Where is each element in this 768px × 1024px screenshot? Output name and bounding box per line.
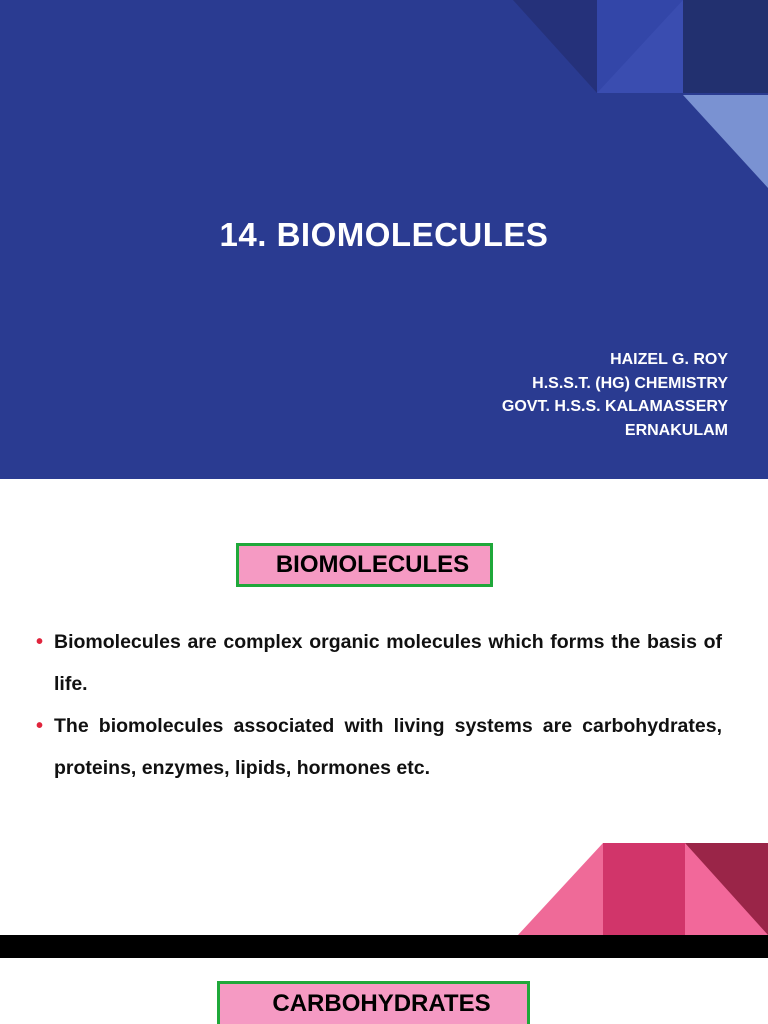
deco-triangle-pink xyxy=(518,843,603,935)
bullet-dot-icon: • xyxy=(36,715,44,737)
slide-decoration xyxy=(0,479,768,935)
title-slide xyxy=(0,0,768,479)
bullet-text: The biomolecules associated with living systems are carbohydrates, proteins, enzymes, lipids, hormones etc. xyxy=(54,715,722,779)
slide-heading: CARBOHYDRATES xyxy=(217,981,530,1024)
biomolecules-slide xyxy=(0,479,768,935)
slide-heading: BIOMOLECULES xyxy=(236,543,493,587)
author-position: H.S.S.T. (HG) CHEMISTRY xyxy=(532,374,728,392)
carbohydrates-slide xyxy=(0,958,768,1024)
presentation-title: 14. BIOMOLECULES xyxy=(219,216,549,253)
bullet-text: Biomolecules are complex organic molecules which forms the basis of life. xyxy=(54,631,722,695)
author-block xyxy=(502,348,728,442)
bullet-dot-icon: • xyxy=(36,631,44,653)
author-name: HAIZEL G. ROY xyxy=(610,351,728,368)
deco-triangle-light xyxy=(683,95,768,188)
author-district: ERNAKULAM xyxy=(624,421,728,439)
deco-square-magenta xyxy=(603,843,685,935)
deco-triangle-dark xyxy=(513,0,597,93)
slide-separator xyxy=(0,935,768,958)
deco-square-dark xyxy=(683,0,768,93)
author-school: GOVT. H.S.S. KALAMASSERY xyxy=(501,398,728,415)
